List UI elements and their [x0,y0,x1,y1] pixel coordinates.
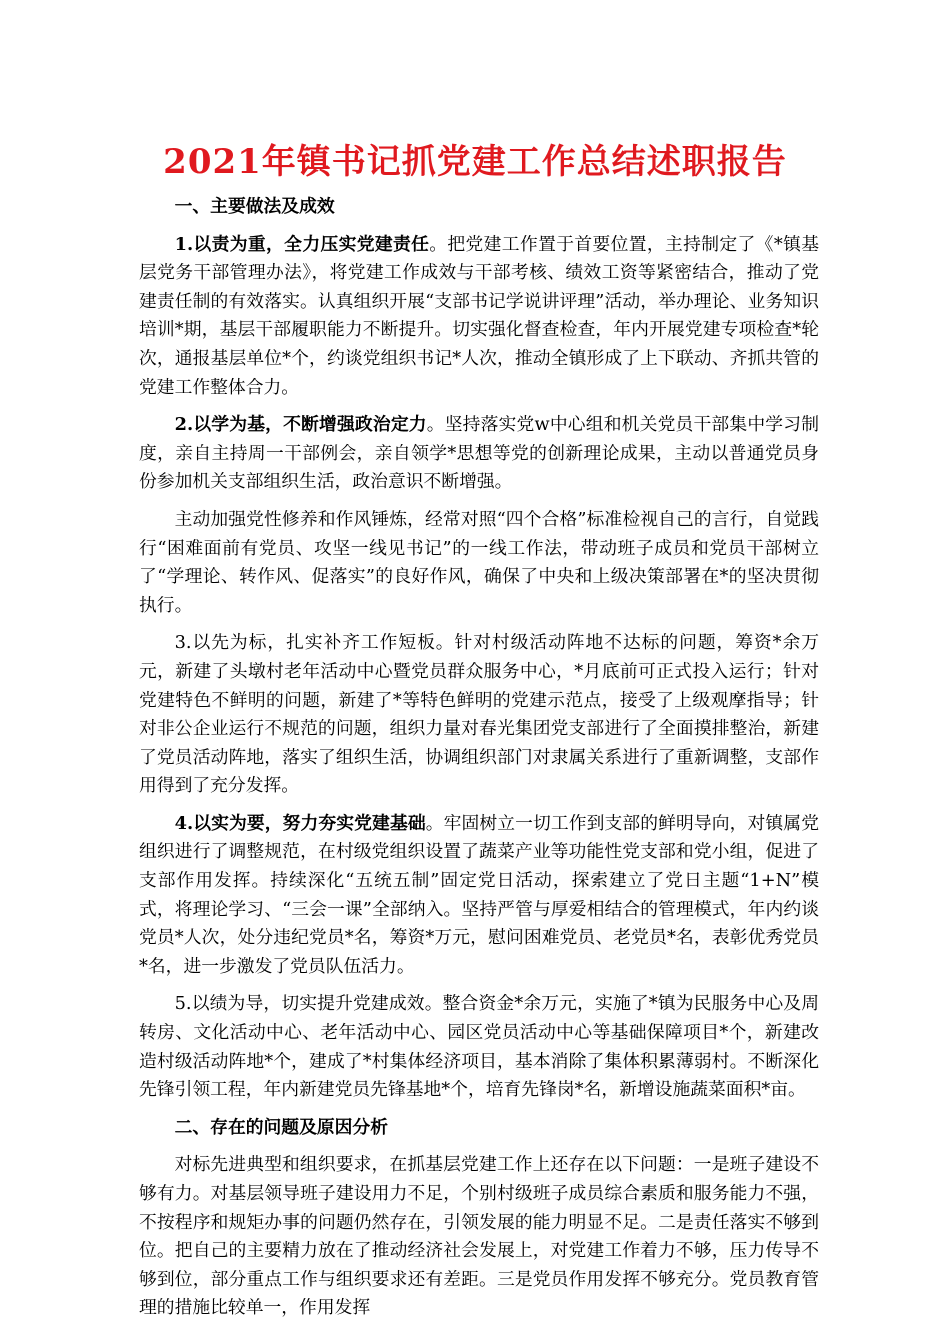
paragraph-text: 5.以绩为导，切实提升党建成效。整合资金*余万元，实施了*镇为民服务中心及周转房、文化活动中心、老年活动中心、园区党员活动中心等基础保障项目*个，新建改造村级活动阵地*个，建成了*村集体经济项目，基本消除了集体积累薄弱村。不断深化先锋引领工程，年内新建党员先锋基地*个，培育先锋岗*名，新增设施蔬菜面积*亩。 [139,993,819,1101]
paragraph-text: 3.以先为标，扎实补齐工作短板。针对村级活动阵地不达标的问题，筹资*余万元，新建了头墩村老年活动中心暨党员群众服务中心，*月底前可正式投入运行；针对党建特色不鲜明的问题，新建了*等特色鲜明的党建示范点，接受了上级观摩指导；针对非公企业运行不规范的问题，组织力量对春光集团党支部进行了全面摸排整治，新建了党员活动阵地，落实了组织生活，协调组织部门对隶属关系进行了重新调整，支部作用得到了充分发挥。 [139,632,819,797]
document-title: 2021年镇书记抓党建工作总结述职报告 [163,142,787,182]
paragraph-item-1 [139,231,819,403]
paragraph-lead: 4.以实为要，努力夯实党建基础 [174,812,426,834]
paragraph-item-5 [139,990,819,1104]
section-heading-1: 一、主要做法及成效 [174,196,335,217]
section-heading-2: 二、存在的问题及原因分析 [174,1116,388,1138]
paragraph-item-2-cont [139,506,819,620]
paragraph-text: 主动加强党性修养和作风锤炼，经常对照“四个合格”标准检视自己的言行，自觉践行“困难面前有党员、攻坚一线见书记”的一线工作法，带动班子成员和党员干部树立了“学理论、转作风、促落实”的良好作风，确保了中央和上级决策部署在*的坚决贯彻执行。 [139,508,819,616]
paragraph-lead: 2.以学为基，不断增强政治定力 [174,414,427,436]
paragraph-item-3 [139,629,819,801]
paragraph-text: 。坚持落实党w中心组和机关党员干部集中学习制度，亲自主持周一干部例会，亲自领学*思想等党的创新理论成果，主动以普通党员身份参加机关支部组织生活，政治意识不断增强。 [139,414,819,493]
paragraph-text: 。牢固树立一切工作到支部的鲜明导向，对镇属党组织进行了调整规范，在村级党组织设置了蔬菜产业等功能性党支部和党小组，促进了支部作用发挥。持续深化“五统五制”固定党日活动，探索建立了党日主题“1+N”模式，将理论学习、“三会一课”全部纳入。坚持严管与厚爱相结合的管理模式，年内约谈党员*人次，处分违纪党员*名，筹资*万元，慰问困难党员、老党员*名，表彰优秀党员*名，进一步激发了党员队伍活力。 [139,812,819,977]
paragraph-problems: 对标先进典型和组织要求，在抓基层党建工作上还存在以下问题：一是班子建设不够有力。对基层领导班子建设用力不足，个别村级班子成员综合素质和服务能力不强，不按程序和规矩办事的问题仍然存在，引领发展的能力明显不足。二是责任落实不够到位。把自己的主要精力放在了推动经济社会发展上，对党建工作着力不够，压力传导不够到位，部分重点工作与组织要求还有差距。三是党员作用发挥不够充分。党员教育管理的措施比较单一，作用发挥 [139,1154,819,1319]
paragraph-text: 。把党建工作置于首要位置，主持制定了《*镇基层党务干部管理办法》，将党建工作成效与干部考核、绩效工资等紧密结合，推动了党建责任制的有效落实。认真组织开展“支部书记学说讲评理”活动，举办理论、业务知识培训*期，基层干部履职能力不断提升。切实强化督查检查，年内开展党建专项检查*轮次，通报基层单位*个，约谈党组织书记*人次，推动全镇形成了上下联动、齐抓共管的党建工作整体合力。 [139,233,819,398]
paragraph-lead: 1.以责为重，全力压实党建责任 [174,233,430,255]
paragraph-item-2 [139,411,819,497]
paragraph-item-4 [139,810,819,982]
document-body [139,193,819,1332]
